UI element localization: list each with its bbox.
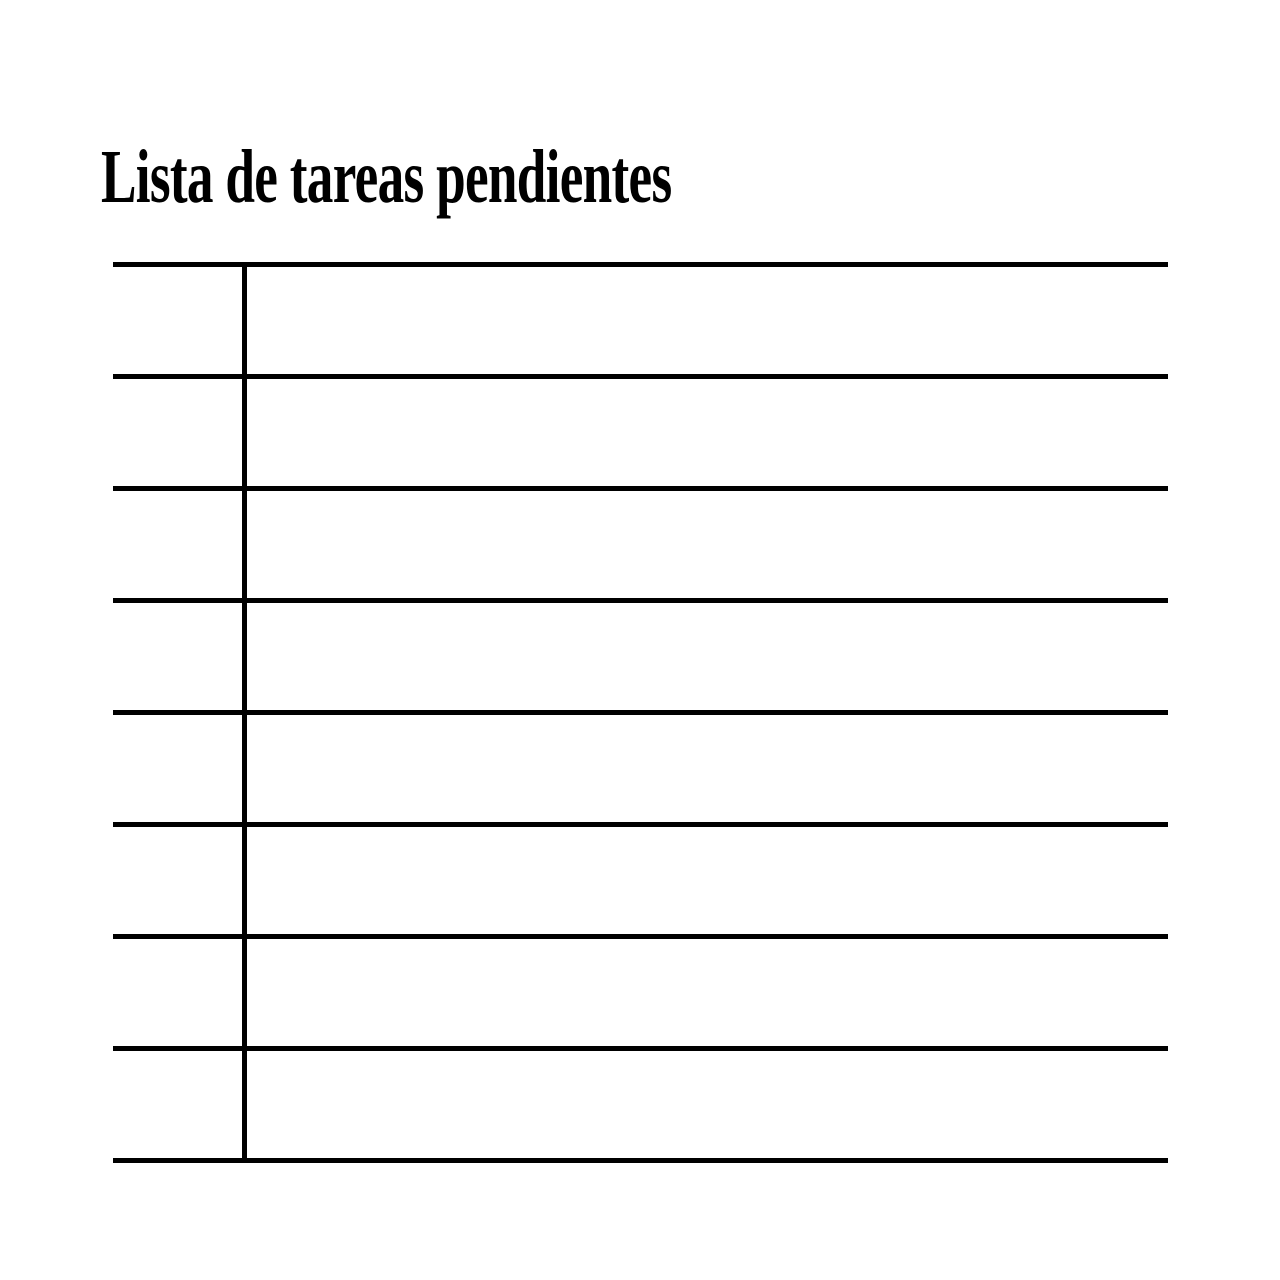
task-cell[interactable] [247,603,1168,710]
task-cell[interactable] [247,827,1168,934]
checkbox-cell[interactable] [113,827,247,934]
task-cell[interactable] [247,715,1168,822]
table-row [113,491,1168,603]
checkbox-cell[interactable] [113,1051,247,1158]
checkbox-cell[interactable] [113,603,247,710]
table-row [113,379,1168,491]
table-row [113,267,1168,379]
table-row [113,715,1168,827]
checkbox-cell[interactable] [113,491,247,598]
todo-table [113,262,1168,1163]
task-cell[interactable] [247,1051,1168,1158]
checkbox-cell[interactable] [113,939,247,1046]
table-row [113,1051,1168,1163]
table-row [113,939,1168,1051]
checkbox-cell[interactable] [113,267,247,374]
checkbox-cell[interactable] [113,715,247,822]
task-cell[interactable] [247,939,1168,1046]
page-title: Lista de tareas pendientes [101,135,672,219]
table-row [113,603,1168,715]
task-cell[interactable] [247,267,1168,374]
task-cell[interactable] [247,491,1168,598]
task-cell[interactable] [247,379,1168,486]
table-row [113,827,1168,939]
checkbox-cell[interactable] [113,379,247,486]
